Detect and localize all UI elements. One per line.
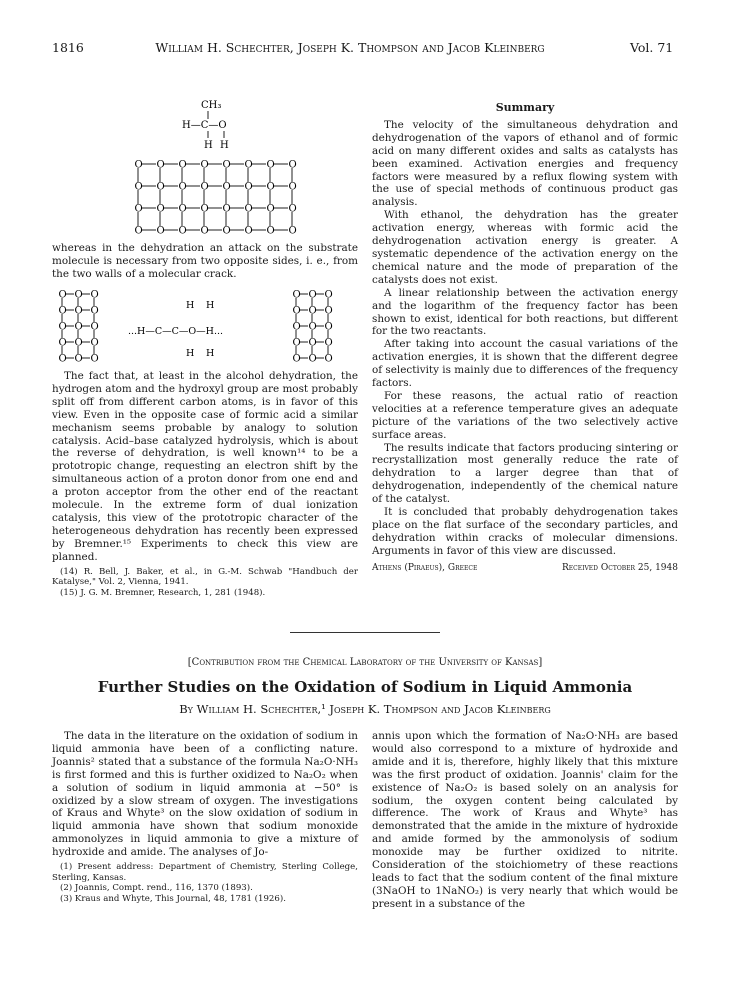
lattice-oxygen: O	[90, 321, 99, 333]
lattice-oxygen: O	[58, 353, 67, 365]
lattice-oxygen: O	[292, 289, 301, 301]
lattice-oxygen: O	[244, 203, 253, 215]
running-title: William H. Schechter, Joseph K. Thompson and Jacob Kleinberg	[155, 40, 545, 55]
lattice-oxygen: O	[156, 159, 165, 171]
left-column-upper	[52, 242, 358, 281]
fig2-h-bottom-1: H	[186, 348, 195, 359]
lattice-oxygen: O	[266, 159, 275, 171]
lattice-oxygen: O	[156, 225, 165, 237]
fig1-h-right: H	[220, 140, 229, 151]
fig1-ch3: CH₃	[201, 100, 222, 111]
paragraph-prototropic: The fact that, at least in the alcohol dehydration, the hydrogen atom and the hydroxyl group are most probably split off from different carbon atoms, is in favor of this view. Even in the opposite case of formic acid a similar mechanism seems probable by analogy to solution catalysis. Acid–base catalyzed hydrolysis, which is about the reverse of dehydration, is well known¹⁴ to be a prototropic change, requesting an electron shift by the simultaneous action of a proton donor from one end and a proton acceptor from the other end of the reactant molecule. In the extreme form of dual ionization catalysis, this view of the prototropic character of the heterogeneous dehydration has recently been expressed by Bremner.¹⁵ Experiments to check this view are planned.	[52, 370, 358, 563]
lattice-oxygen: O	[324, 353, 333, 365]
lattice-oxygen: O	[90, 305, 99, 317]
lattice-oxygen: O	[308, 321, 317, 333]
fig2-h-top-1: H	[186, 300, 195, 311]
intro-paragraph: The data in the literature on the oxidation of sodium in liquid ammonia have been of a conflicting nature. Joannis² stated that a substance of the formula Na₂O·NH₃ is first formed and this is further oxidized to Na₂O₂ when a solution of sodium in liquid ammonia at −50° is oxidized by a slow stream of oxygen. The investigations of Kraus and Whyte³ on the slow oxidation of sodium in liquid ammonia have shown that sodium monoxide ammonolyzes in liquid ammonia to give a mixture of hydroxide and amide. The analyses of Jo-	[52, 730, 358, 859]
lattice-oxygen: O	[90, 353, 99, 365]
summary-received: Received October 25, 1948	[561, 562, 678, 573]
article-authors: By William H. Schechter,¹ Joseph K. Thompson and Jacob Kleinberg	[179, 702, 551, 716]
summary-paragraph: It is concluded that probably dehydrogenation takes place on the flat surface of the secondary particles, and dehydration within cracks of molecular dimensions. Arguments in favor of this view are discussed.	[372, 506, 678, 557]
lattice-oxygen: O	[74, 289, 83, 301]
lattice-oxygen: O	[58, 337, 67, 349]
lattice-oxygen: O	[288, 225, 297, 237]
lattice-oxygen: O	[200, 203, 209, 215]
lattice-oxygen: O	[178, 203, 187, 215]
adsorption-diagram-1	[128, 96, 318, 246]
lattice-oxygen: O	[324, 321, 333, 333]
lattice-oxygen: O	[200, 181, 209, 193]
continued-paragraph: annis upon which the formation of Na₂O·NH₃ are based would also correspond to a mixture of hydroxide and amide and it is, therefore, highly likely that this mixture was the first product of oxidation. Joannis' claim for the existence of Na₂O₂ is based solely on an analysis for sodium, the oxygen content being calculated by difference. The work of Kraus and Whyte³ has demonstrated that the amide in the mixture of hydroxide and amide formed by the ammonolysis of sodium monoxide may be further oxidized to nitrite. Consideration of the stoichiometry of these reactions leads to fact that the sodium content of the final mixture (3NaOH to 1NaNO₂) is very nearly that which would be present in a substance of the	[372, 730, 678, 910]
lattice-oxygen: O	[222, 181, 231, 193]
lattice-oxygen: O	[74, 337, 83, 349]
fig2-chain: ...H—C—C—O—H...	[128, 326, 224, 337]
summary-location: Athens (Piraeus), Greece	[372, 562, 478, 573]
article-right-column	[372, 730, 678, 911]
lattice-oxygen: O	[244, 181, 253, 193]
fig2-h-top-2: H	[206, 300, 215, 311]
lattice-oxygen: O	[178, 181, 187, 193]
footnote-3: (3) Kraus and Whyte, This Journal, 48, 1781 (1926).	[60, 893, 286, 904]
summary-paragraph: A linear relationship between the activation energy and the logarithm of the frequency factor has been shown to exist, identical for both reactions, but different for the two reactants.	[372, 286, 678, 338]
lattice-oxygen: O	[58, 305, 67, 317]
left-column-lower	[52, 370, 358, 598]
footnote-2: (2) Joannis, Compt. rend., 116, 1370 (1893).	[60, 883, 253, 894]
summary-paragraph: For these reasons, the actual ratio of reaction velocities at a reference temperature gives an adequate picture of the variations of the two selectively active surface areas.	[372, 389, 678, 441]
lattice-oxygen: O	[244, 225, 253, 237]
lattice-oxygen: O	[244, 159, 253, 171]
article-title: Further Studies on the Oxidation of Sodium in Liquid Ammonia	[97, 678, 633, 696]
summary-paragraph: The velocity of the simultaneous dehydration and dehydrogenation of the vapors of ethanol and of formic acid on many different oxides and salts as catalysts has been examined. Activation energies and frequency factors were measured by a reflux flowing system with the use of special methods of continuous product gas analysis.	[372, 118, 678, 209]
lattice-oxygen: O	[308, 289, 317, 301]
lattice-oxygen: O	[292, 353, 301, 365]
article-left-column	[52, 730, 358, 904]
lattice-oxygen: O	[134, 159, 143, 171]
summary-paragraph: The results indicate that factors producing sintering or recrystallization most generally reduce the rate of dehydration to a larger degree than that of dehydrogenation, independently of the chemical nature of the catalyst.	[372, 441, 678, 506]
footnote-15: (15) J. G. M. Bremner, Research, 1, 281 (1948).	[60, 587, 266, 598]
summary-section	[372, 102, 678, 575]
lattice-oxygen: O	[288, 203, 297, 215]
lattice-oxygen: O	[58, 321, 67, 333]
summary-paragraph: With ethanol, the dehydration has the greater activation energy, whereas with formic acid the dehydrogenation activation energy is greater. A systematic dependence of the activation energy on the chemical nature and the mode of preparation of the catalysts does not exist.	[372, 209, 678, 286]
lattice-oxygen: O	[266, 225, 275, 237]
footnote-1: (1) Present address: Department of Chemistry, Sterling College, Sterling, Kansas.	[52, 862, 358, 883]
lattice-oxygen: O	[178, 225, 187, 237]
summary-paragraph: After taking into account the casual variations of the activation energies, it is shown that the different degree of selectivity is mainly due to differences of the frequency factors.	[372, 338, 678, 390]
contribution-line: [Contribution from the Chemical Laboratory of the University of Kansas]	[187, 657, 543, 668]
footnote-14: (14) R. Bell, J. Baker, et al., in G.-M. Schwab "Handbuch der Katalyse," Vol. 2, Vienna, 1941.	[52, 566, 358, 588]
oxide-lattice-1	[135, 160, 297, 237]
lattice-oxygen: O	[222, 225, 231, 237]
lattice-oxygen: O	[58, 289, 67, 301]
lattice-oxygen: O	[200, 159, 209, 171]
section-divider	[290, 632, 440, 633]
lattice-oxygen: O	[134, 181, 143, 193]
lattice-oxygen: O	[74, 321, 83, 333]
lattice-oxygen: O	[178, 159, 187, 171]
fig1-h-left: H	[204, 140, 213, 151]
lattice-oxygen: O	[292, 305, 301, 317]
fig1-hco: H—C—O	[182, 120, 227, 131]
volume-label: Vol. 71	[630, 40, 674, 55]
lattice-oxygen: O	[74, 353, 83, 365]
summary-heading: Summary	[495, 101, 555, 114]
lattice-oxygen: O	[292, 337, 301, 349]
lattice-oxygen: O	[134, 203, 143, 215]
lattice-oxygen: O	[308, 337, 317, 349]
lattice-oxygen: O	[156, 181, 165, 193]
lattice-oxygen: O	[288, 181, 297, 193]
lattice-oxygen: O	[266, 203, 275, 215]
lattice-oxygen: O	[156, 203, 165, 215]
adsorption-diagram-2	[56, 288, 356, 368]
lattice-oxygen: O	[222, 203, 231, 215]
lattice-oxygen: O	[308, 305, 317, 317]
lattice-oxygen: O	[324, 305, 333, 317]
lattice-oxygen: O	[324, 289, 333, 301]
page-number: 1816	[52, 40, 84, 55]
oxide-wall-left	[59, 290, 99, 365]
lattice-oxygen: O	[292, 321, 301, 333]
lattice-oxygen: O	[200, 225, 209, 237]
oxide-wall-right	[293, 290, 333, 365]
paragraph-attack: whereas in the dehydration an attack on the substrate molecule is necessary from two opposite sides, i. e., from the two walls of a molecular crack.	[52, 242, 358, 280]
fig2-h-bottom-2: H	[206, 348, 215, 359]
lattice-oxygen: O	[74, 305, 83, 317]
lattice-oxygen: O	[266, 181, 275, 193]
lattice-oxygen: O	[90, 337, 99, 349]
lattice-oxygen: O	[90, 289, 99, 301]
lattice-oxygen: O	[288, 159, 297, 171]
lattice-oxygen: O	[222, 159, 231, 171]
lattice-oxygen: O	[324, 337, 333, 349]
lattice-oxygen: O	[308, 353, 317, 365]
lattice-oxygen: O	[134, 225, 143, 237]
summary-paragraphs	[372, 119, 678, 558]
